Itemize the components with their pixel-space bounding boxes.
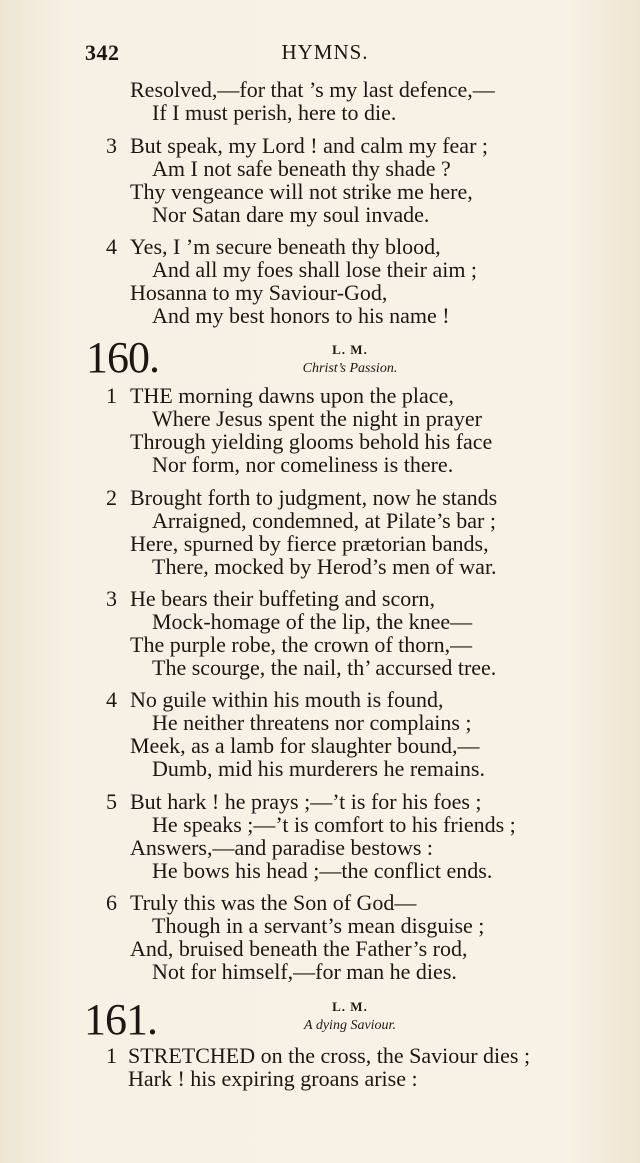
page-header — [85, 40, 565, 70]
verse-number: 5 — [106, 789, 117, 814]
verse-line: Through yielding glooms behold his face — [130, 429, 493, 454]
verse-number: 1 — [106, 1043, 117, 1068]
verse-number: 1 — [106, 383, 117, 408]
verse-number: 6 — [106, 890, 117, 915]
verse-line: THE morning dawns upon the place, — [130, 383, 454, 408]
page-number: 342 — [85, 40, 120, 65]
verse-number: 3 — [106, 586, 117, 611]
verse-line: STRETCHED on the cross, the Saviour dies ; — [128, 1043, 531, 1068]
verse-line: But speak, my Lord ! and calm my fear ; — [130, 133, 489, 158]
verse-line: The scourge, the nail, th’ accursed tree. — [152, 655, 497, 680]
verse-line: Not for himself,—for man he dies. — [152, 959, 457, 984]
verse-number: 3 — [106, 133, 117, 158]
verse-line: He bears their buffeting and scorn, — [130, 586, 436, 611]
verse-line: Nor form, nor comeliness is there. — [152, 452, 454, 477]
verse-line: No guile within his mouth is found, — [130, 687, 444, 712]
fragment-line: If I must perish, here to die. — [152, 100, 397, 125]
hymn-number: 161. — [84, 995, 157, 1044]
verse-line: Thy vengeance will not strike me here, — [130, 179, 473, 204]
verse-line: He speaks ;—’t is comfort to his friends ; — [152, 812, 516, 837]
verse-line: Answers,—and paradise bestows : — [130, 835, 434, 860]
verse-line: Dumb, mid his murderers he remains. — [152, 756, 485, 781]
verse-line: The purple robe, the crown of thorn,— — [130, 632, 473, 657]
verse-line: Hark ! his expiring groans arise : — [128, 1066, 418, 1091]
verse-line: And, bruised beneath the Father’s rod, — [130, 936, 468, 961]
verse-line: Hosanna to my Saviour-God, — [130, 280, 388, 305]
hymn-number: 160. — [86, 333, 159, 382]
verse-number: 4 — [106, 234, 117, 259]
verse-line: And all my foes shall lose their aim ; — [152, 257, 478, 282]
verse-line: Arraigned, condemned, at Pilate’s bar ; — [152, 508, 496, 533]
verse-line: Truly this was the Son of God— — [130, 890, 417, 915]
verse-line: There, mocked by Herod’s men of war. — [152, 554, 497, 579]
verse-line: Here, spurned by fierce prætorian bands, — [130, 531, 489, 556]
verse-line: Mock-homage of the lip, the knee— — [152, 609, 473, 634]
verse-line: Meek, as a lamb for slaughter bound,— — [130, 733, 480, 758]
verse-line: Yes, I ’m secure beneath thy blood, — [130, 234, 441, 259]
fragment-line: Resolved,—for that ’s my last defence,— — [130, 77, 495, 102]
hymn-title: A dying Saviour. — [304, 1018, 396, 1033]
verse-line: And my best honors to his name ! — [152, 303, 450, 328]
hymn-title: Christ’s Passion. — [302, 361, 398, 376]
verse-line: But hark ! he prays ;—’t is for his foes ; — [130, 789, 482, 814]
hymn-meter: L. M. — [332, 342, 368, 357]
verse-line: Brought forth to judgment, now he stands — [130, 485, 498, 510]
verse-line: Where Jesus spent the night in prayer — [152, 406, 482, 431]
verse-line: Am I not safe beneath thy shade ? — [152, 156, 451, 181]
verse-number: 4 — [106, 687, 117, 712]
verse-number: 2 — [106, 485, 117, 510]
verse-line: Nor Satan dare my soul invade. — [152, 202, 430, 227]
verse-line: Though in a servant’s mean disguise ; — [152, 913, 485, 938]
verse-line: He bows his head ;—the conflict ends. — [152, 858, 493, 883]
verse-line: He neither threatens nor complains ; — [152, 710, 472, 735]
running-title: HYMNS. — [281, 40, 369, 64]
hymn-meter: L. M. — [332, 999, 368, 1014]
